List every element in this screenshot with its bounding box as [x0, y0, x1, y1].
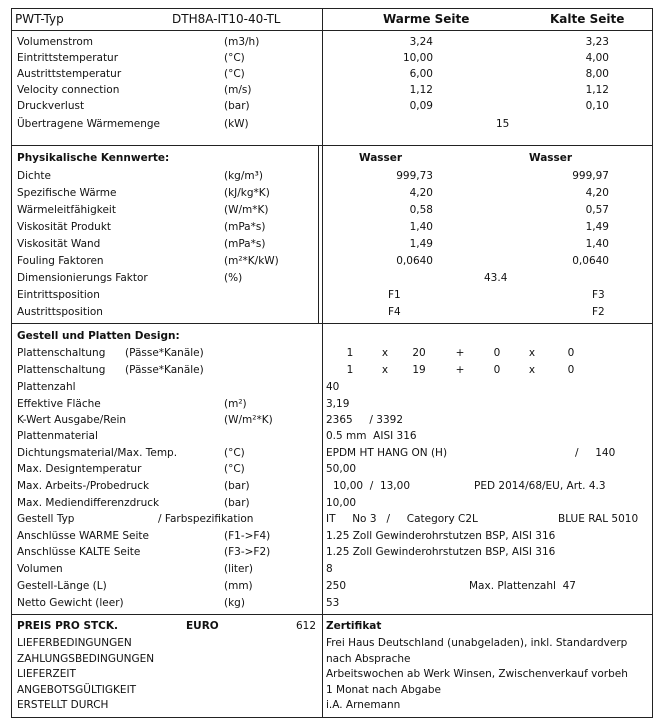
row-label: Gestell Typ	[17, 513, 75, 525]
inlet-cold: F3	[592, 289, 605, 301]
row-unit: (°C)	[224, 447, 245, 459]
pass-x2: x	[528, 347, 536, 359]
row-value: 10,00 / 13,00	[333, 480, 411, 492]
row-label: Wärmeleitfähigkeit	[17, 204, 116, 216]
warm-value: 6,00	[409, 68, 433, 80]
warm-side-heading: Warme Seite	[383, 12, 470, 26]
column-divider	[322, 8, 323, 718]
row-unit: (W/m*K)	[224, 204, 269, 216]
row-unit: (bar)	[224, 100, 250, 112]
certificate-section	[323, 615, 652, 717]
row-extra: / 140	[575, 447, 616, 459]
pass-d: 0	[567, 364, 575, 376]
dimension-factor-unit: (%)	[224, 272, 243, 284]
terms-label: ANGEBOTSGÜLTIGKEIT	[17, 684, 137, 696]
pass-x1: x	[381, 364, 389, 376]
row-label: Netto Gewicht (leer)	[17, 597, 124, 609]
row-value: 10,00	[326, 497, 357, 509]
row-label: Velocity connection	[17, 84, 120, 96]
row-unit: (bar)	[224, 497, 250, 509]
row-label: Plattenmaterial	[17, 430, 98, 442]
row-value: 250	[326, 580, 347, 592]
warm-value: 0,58	[409, 204, 433, 216]
certificate-line: i.A. Arnemann	[326, 699, 401, 711]
dimension-factor-label: Dimensionierungs Faktor	[17, 272, 148, 284]
row-label: Volumenstrom	[17, 36, 94, 48]
row-label: Dichtungsmaterial/Max. Temp.	[17, 447, 178, 459]
row-unit: (kJ/kg*K)	[224, 187, 270, 199]
row-label: Fouling Faktoren	[17, 255, 104, 267]
certificate-line: Arbeitswochen ab Werk Winsen, Zwischenverkauf vorbeh	[326, 668, 628, 680]
model-name: DTH8A-IT10-40-TL	[172, 12, 281, 26]
cold-value: 1,40	[585, 238, 609, 250]
cold-value: 999,97	[572, 170, 609, 182]
row-label: Max. Arbeits-/Probedruck	[17, 480, 150, 492]
cold-value: 4,00	[585, 52, 609, 64]
row-value: 40	[326, 381, 340, 393]
row-value: EPDM HT HANG ON (H)	[326, 447, 448, 459]
pass-x2: x	[528, 364, 536, 376]
warm-value: 0,09	[409, 100, 433, 112]
dimension-factor-value: 43.4	[484, 272, 508, 284]
warm-value: 1,12	[409, 84, 433, 96]
certificate-line: Frei Haus Deutschland (unabgeladen), inkl. Standardverp	[326, 637, 628, 649]
row-extra: Max. Plattenzahl 47	[469, 580, 576, 592]
terms-label: LIEFERZEIT	[17, 668, 76, 680]
row-unit: (mPa*s)	[224, 221, 266, 233]
pass-row-label: Plattenschaltung	[17, 364, 106, 376]
row-value: 50,00	[326, 463, 357, 475]
cold-value: 0,0640	[572, 255, 609, 267]
row-label: Max. Designtemperatur	[17, 463, 142, 475]
pass-a: 1	[346, 364, 354, 376]
pass-b: 19	[412, 364, 426, 376]
row-value: 8	[326, 563, 333, 575]
row-unit: / Farbspezifikation	[158, 513, 254, 525]
outlet-warm: F4	[388, 306, 401, 318]
row-label: Plattenzahl	[17, 381, 76, 393]
row-label: Anschlüsse WARME Seite	[17, 530, 149, 542]
terms-label: ERSTELLT DURCH	[17, 699, 109, 711]
pass-b: 20	[412, 347, 426, 359]
warm-value: 1,49	[409, 238, 433, 250]
row-unit: (°C)	[224, 463, 245, 475]
row-label: Austrittstemperatur	[17, 68, 122, 80]
cold-side-heading: Kalte Seite	[550, 12, 625, 26]
row-value: 1.25 Zoll Gewinderohrstutzen BSP, AISI 316	[326, 546, 556, 558]
frame-section-title: Gestell und Platten Design:	[17, 330, 180, 342]
row-label: Volumen	[17, 563, 63, 575]
certificate-line: nach Absprache	[326, 653, 411, 665]
cold-value: 4,20	[585, 187, 609, 199]
section-divider-1	[11, 145, 653, 146]
pass-row-label: Plattenschaltung	[17, 347, 106, 359]
row-unit: (°C)	[224, 68, 245, 80]
cold-value: 8,00	[585, 68, 609, 80]
warm-value: 999,73	[396, 170, 433, 182]
row-extra: PED 2014/68/EU, Art. 4.3	[474, 480, 606, 492]
warm-value: 4,20	[409, 187, 433, 199]
row-label: Dichte	[17, 170, 52, 182]
terms-label: LIEFERBEDINGUNGEN	[17, 637, 132, 649]
physical-section-title: Physikalische Kennwerte:	[17, 152, 170, 164]
row-unit: (m²*K/kW)	[224, 255, 279, 267]
pass-plus: +	[455, 347, 465, 359]
inlet-warm: F1	[388, 289, 401, 301]
pass-c: 0	[493, 347, 501, 359]
row-value: IT No 3 / Category C2L	[326, 513, 478, 525]
row-extra: BLUE RAL 5010	[558, 513, 639, 525]
row-unit: (°C)	[224, 52, 245, 64]
sheet-border	[11, 8, 653, 718]
row-label: Max. Mediendifferenzdruck	[17, 497, 160, 509]
pass-c: 0	[493, 364, 501, 376]
row-label: Effektive Fläche	[17, 398, 101, 410]
price-amount: 612	[296, 620, 317, 632]
row-unit: (mPa*s)	[224, 238, 266, 250]
row-unit: (m²)	[224, 398, 247, 410]
row-label: Anschlüsse KALTE Seite	[17, 546, 141, 558]
row-value: 53	[326, 597, 340, 609]
pass-d: 0	[567, 347, 575, 359]
certificate-title: Zertifikat	[326, 620, 382, 632]
row-value: 2365 / 3392	[326, 414, 404, 426]
warm-value: 10,00	[402, 52, 433, 64]
row-label: Viskosität Produkt	[17, 221, 112, 233]
row-label: Gestell-Länge (L)	[17, 580, 107, 592]
price-title: PREIS PRO STCK.	[17, 620, 118, 632]
row-value: 0.5 mm AISI 316	[326, 430, 417, 442]
row-label: Viskosität Wand	[17, 238, 101, 250]
header-divider	[11, 30, 653, 31]
warm-value: 3,24	[409, 36, 433, 48]
row-unit: (liter)	[224, 563, 253, 575]
row-unit: (kg)	[224, 597, 245, 609]
pass-plus: +	[455, 364, 465, 376]
pass-row-sub: (Pässe*Kanäle)	[125, 347, 204, 359]
pass-x1: x	[381, 347, 389, 359]
warm-value: 1,40	[409, 221, 433, 233]
cold-value: 1,49	[585, 221, 609, 233]
section-divider-2	[11, 323, 653, 324]
pwt-type-label: PWT-Typ	[15, 12, 64, 26]
cold-value: 0,57	[585, 204, 609, 216]
warm-medium: Wasser	[359, 152, 403, 164]
column-divider-inner	[318, 145, 319, 323]
terms-label: ZAHLUNGSBEDINGUNGEN	[17, 653, 155, 665]
heat-transfer-label: Übertragene Wärmemenge	[17, 118, 161, 130]
pass-row-sub: (Pässe*Kanäle)	[125, 364, 204, 376]
price-currency: EURO	[186, 620, 219, 632]
cold-value: 0,10	[585, 100, 609, 112]
row-label: K-Wert Ausgabe/Rein	[17, 414, 127, 426]
row-label: Spezifische Wärme	[17, 187, 117, 199]
row-unit: (kg/m³)	[224, 170, 263, 182]
heat-transfer-unit: (kW)	[224, 118, 249, 130]
row-label: Eintrittstemperatur	[17, 52, 119, 64]
inlet-label: Eintrittsposition	[17, 289, 100, 301]
warm-value: 0,0640	[396, 255, 433, 267]
pass-a: 1	[346, 347, 354, 359]
certificate-line: 1 Monat nach Abgabe	[326, 684, 441, 696]
cold-medium: Wasser	[529, 152, 573, 164]
row-value: 1.25 Zoll Gewinderohrstutzen BSP, AISI 316	[326, 530, 556, 542]
outlet-cold: F2	[592, 306, 605, 318]
cold-value: 3,23	[585, 36, 609, 48]
row-label: Druckverlust	[17, 100, 85, 112]
cold-value: 1,12	[585, 84, 609, 96]
outlet-label: Austrittsposition	[17, 306, 103, 318]
row-unit: (W/m²*K)	[224, 414, 273, 426]
row-unit: (F3->F2)	[224, 546, 271, 558]
row-unit: (F1->F4)	[224, 530, 271, 542]
heat-transfer-value: 15	[496, 118, 510, 130]
row-unit: (m/s)	[224, 84, 252, 96]
row-value: 3,19	[326, 398, 350, 410]
row-unit: (m3/h)	[224, 36, 260, 48]
row-unit: (mm)	[224, 580, 253, 592]
row-unit: (bar)	[224, 480, 250, 492]
